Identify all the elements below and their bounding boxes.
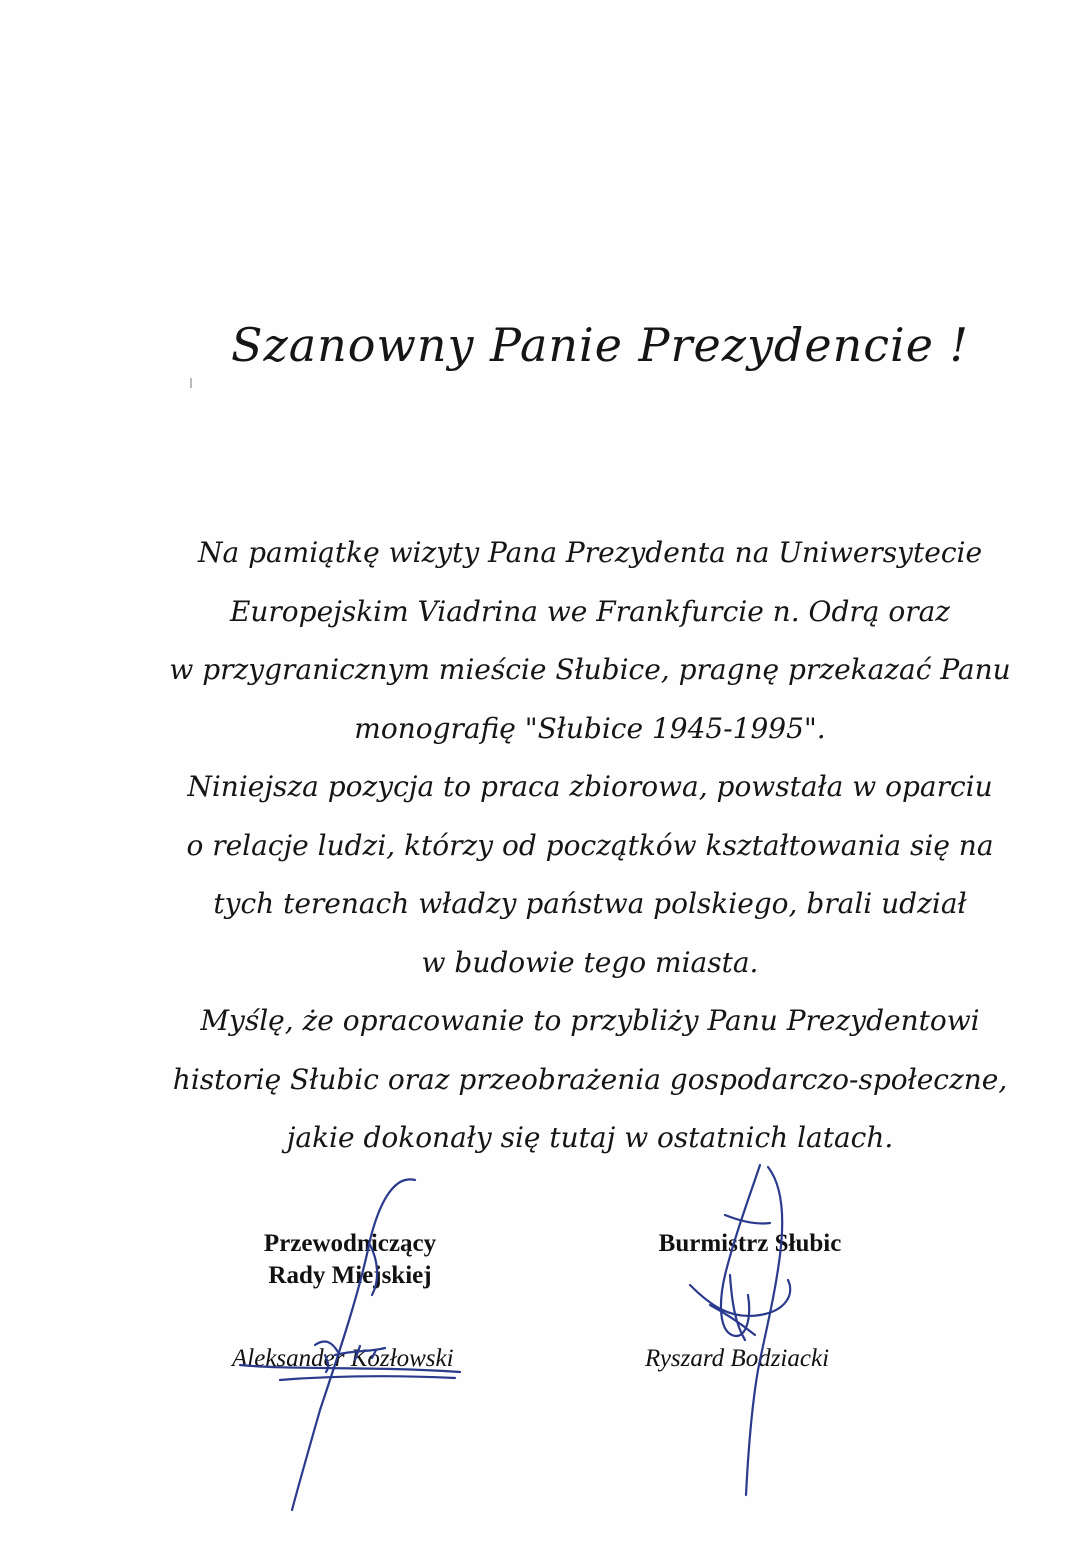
letter-body xyxy=(120,524,1060,1168)
body-line: Na pamiątkę wizyty Pana Prezydenta na Uniwersytecie xyxy=(197,536,983,569)
paper-speck xyxy=(190,378,192,388)
signatory-left-title-line2: Rady Miejskiej xyxy=(268,1262,432,1289)
signatory-left-title xyxy=(230,1228,470,1292)
signatory-left-title-line1: Przewodniczący xyxy=(263,1230,437,1257)
body-line: jakie dokonały się tutaj w ostatnich latach. xyxy=(286,1121,894,1154)
body-line: w budowie tego miasta. xyxy=(421,945,759,979)
body-line: historię Słubic oraz przeobrażenia gospodarczo-społeczne, xyxy=(172,1062,1008,1096)
signatory-left-name: Aleksander Kozłowski xyxy=(232,1345,454,1372)
body-line: w przygranicznym mieście Słubice, pragnę przekazać Panu xyxy=(169,653,1011,686)
body-line: Europejskim Viadrina we Frankfurcie n. Odrą oraz xyxy=(229,594,951,628)
body-line: o relacje ludzi, którzy od początków kształtowania się na xyxy=(186,828,994,862)
handwritten-signature-right xyxy=(670,1155,820,1505)
body-line: Niniejsza pozycja to praca zbiorowa, powstała w oparciu xyxy=(187,770,993,803)
signatory-right-name: Ryszard Bodziacki xyxy=(645,1345,830,1372)
body-line: tych terenach władzy państwa polskiego, brali udział xyxy=(213,887,967,920)
body-line: Myślę, że opracowanie to przybliży Panu Prezydentowi xyxy=(200,1004,980,1037)
signatory-right-title: Burmistrz Słubic xyxy=(658,1230,842,1257)
body-line: monografię "Słubice 1945-1995". xyxy=(354,711,826,745)
signatory-right-title-block xyxy=(640,1228,860,1260)
salutation: Szanowny Panie Prezydencie ! xyxy=(230,318,970,372)
